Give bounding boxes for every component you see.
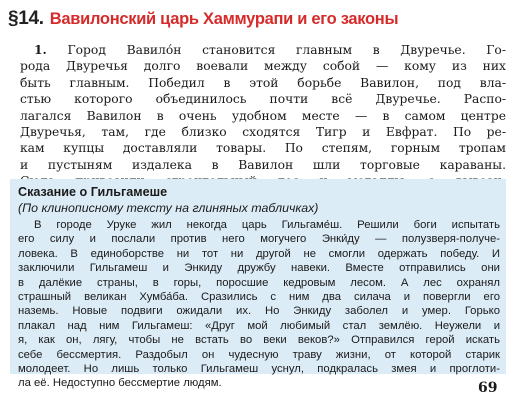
sidebar-title: Сказание о Гильгамеше — [18, 185, 168, 199]
page-number: 69 — [478, 380, 498, 396]
paragraph-number: 1. — [34, 42, 47, 57]
text-line: молодеет. Но лишь только Гильгамеш уснул, подкралась змея и проглоти- — [18, 362, 500, 375]
text-line: заключили Гильгамеш и Энкиду дружбу навеки. Вместе отправились они — [18, 262, 500, 275]
text-line: в далёкие страны, в горы, поросшие кедровым лесом. А лес охранял — [18, 276, 500, 289]
text-line: ла её. Недоступно бессмертие людям. — [18, 377, 222, 390]
text-line-content: Город Вавило́н становится главным в Двуречье. Го- — [67, 43, 506, 57]
text-line: себе бессмертия. Раздобыл он чудесную траву жизни, от которой старик — [18, 348, 500, 361]
text-line: Двуречья, там, где близко сходятся Тигр и Евфрат. По ре- — [20, 124, 506, 139]
text-line — [20, 42, 506, 58]
text-line: быть главным. Победил в этой борьбе Вавилон, под вла- — [20, 75, 506, 90]
text-line: ловека. В единоборстве ни тот ни другой не смогли одержать победу. И — [18, 247, 500, 260]
sidebar-text — [18, 218, 500, 391]
text-line: плакал над ним Гильгамеш: «Друг мой любимый стал землёю. Неужели и — [18, 319, 500, 332]
section-title: Вавилонский царь Хаммурапи и его законы — [49, 10, 399, 28]
text-line: рода Двуречья долго воевали между собой — кому из них — [20, 59, 506, 74]
text-line: В городе Уруке жил некогда царь Гильгаме́ш. Решили боги испытать — [34, 219, 500, 231]
section-number: §14. — [8, 8, 44, 29]
text-line: наземь. Новые подвиги ожидали их. Но Энкиду заболел и умер. Горько — [18, 305, 500, 318]
text-line: я, как он, лягу, чтобы не встать во веки веков?» Отправился герой искать — [18, 334, 500, 347]
text-line: стью которого объединилось почти всё Двуречье. Распо- — [20, 92, 506, 107]
text-line: его силу и послали против него могучего Энки́ду — полузверя-получе- — [18, 233, 500, 246]
text-line: лагался Вавилон в очень удобном месте — в самом центре — [20, 108, 506, 123]
text-line: и пустыням издалека в Вавилон шли торговые караваны. — [20, 157, 506, 172]
text-line: кам купцы доставляли товары. По степям, горным тропам — [20, 141, 506, 156]
main-paragraph — [20, 42, 506, 190]
sidebar-subtitle: (По клинописному тексту на глиняных табличках) — [18, 201, 319, 215]
section-header — [8, 8, 508, 30]
text-line: страшный великан Хумба́ба. Сразились с ним два силача и повергли его — [18, 290, 500, 303]
